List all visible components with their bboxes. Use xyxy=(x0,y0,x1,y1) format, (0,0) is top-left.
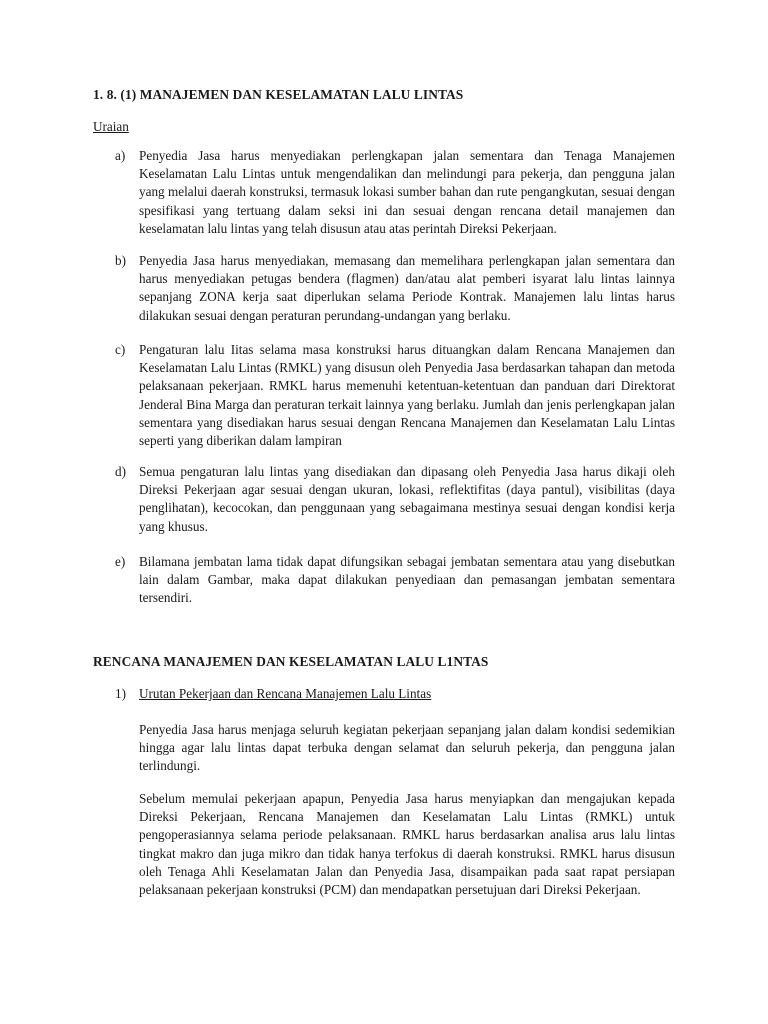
section-title: 1. 8. (1) MANAJEMEN DAN KESELAMATAN LALU LINTAS xyxy=(93,87,464,102)
list-marker: d) xyxy=(115,464,126,479)
sub-item-marker: 1) xyxy=(115,686,126,701)
list-marker: e) xyxy=(115,554,126,569)
list-marker: c) xyxy=(115,342,126,357)
list-marker: a) xyxy=(115,148,126,163)
list-item-text: Penyedia Jasa harus menyediakan, memasang dan memelihara perlengkapan jalan sementara dan harus menyediakan petugas bendera (flagmen) dan/atau alat pemberi isyarat lalu lintas lainnya sepanjang ZONA kerja saat diperlukan selama Periode Kontrak. Manajemen lalu lintas harus dilakukan sesuai dengan peraturan perundang-undangan yang berlaku. xyxy=(139,253,675,323)
list-item-text: Pengaturan lalu Iitas selama masa konstruksi harus dituangkan dalam Rencana Manajemen dan Keselamatan Lalu Lintas (RMKL) yang disusun oleh Penyedia Jasa berdasarkan tahapan dan metoda pelaksanaan pekerjaan. RMKL harus memenuhi ketentuan-ketentuan dan panduan dari Direktorat Jenderal Bina Marga dan peraturan terkait lainnya yang berlaku. Jumlah dan jenis perlengkapan jalan sementara yang disediakan harus sesuai dengan Rencana Manajemen dan Keselamatan Lalu Lintas seperti yang diberikan dalam lampiran xyxy=(139,342,675,449)
paragraph-2: Sebelum memulai pekerjaan apapun, Penyedia Jasa harus menyiapkan dan mengajukan kepada Direksi Pekerjaan, Rencana Manajemen dan Keselamatan Lalu Lintas (RMKL) untuk pengoperasiannya selama periode pelaksanaan. RMKL harus berdasarkan analisa arus lalu lintas tingkat makro dan juga mikro dan tidak hanya terfokus di daerah konstruksi. RMKL harus disusun oleh Tenaga Ahli Keselamatan Jalan dan Penyedia Jasa, disampaikan pada saat rapat persiapan pelaksanaan pekerjaan konstruksi (PCM) dan mendapatkan persetujuan dari Direksi Pekerjaan. xyxy=(139,791,675,898)
list-item-text: Semua pengaturan lalu lintas yang disediakan dan dipasang oleh Penyedia Jasa harus dikaji oleh Direksi Pekerjaan agar sesuai dengan ukuran, lokasi, reflektifitas (daya pantul), visibilitas (daya penglihatan), kecocokan, dan penggunaan yang sebagaimana mestinya sesuai dengan kondisi kerja yang khusus. xyxy=(139,464,675,534)
list-item-text: Penyedia Jasa harus menyediakan perlengkapan jalan sementara dan Tenaga Manajemen Keselamatan Lalu Lintas untuk mengendalikan dan melindungi para pekerja, dan pengguna jalan yang melalui daerah konstruksi, termasuk lokasi sumber bahan dan rute pengangkutan, sesuai dengan spesifikasi yang tertuang dalam seksi ini dan sesuai dengan rencana detail manajemen dan keselamatan lalu lintas yang telah disusun atau atas perintah Direksi Pekerjaan. xyxy=(139,148,675,236)
uraian-label: Uraian xyxy=(93,119,129,134)
list-item-c xyxy=(93,341,675,450)
paragraph-1: Penyedia Jasa harus menjaga seluruh kegiatan pekerjaan sepanjang jalan dalam kondisi sedemikian hingga agar lalu lintas dapat terbuka dengan selamat dan seluruh pekerja, dan pengguna jalan terlindungi. xyxy=(139,722,675,774)
list-marker: b) xyxy=(115,253,126,268)
sub-item-1 xyxy=(93,685,675,703)
sub-item-title: Urutan Pekerjaan dan Rencana Manajemen Lalu Lintas xyxy=(139,686,432,701)
list-item-b xyxy=(93,252,675,325)
section2-title: RENCANA MANAJEMEN DAN KESELAMATAN LALU L1NTAS xyxy=(93,654,489,669)
list-item-text: Bilamana jembatan lama tidak dapat difungsikan sebagai jembatan sementara atau yang disebutkan lain dalam Gambar, maka dapat dilakukan penyediaan dan pemasangan jembatan sementara tersendiri. xyxy=(139,554,675,606)
list-item-e xyxy=(93,553,675,608)
list-item-d xyxy=(93,463,675,536)
list-item-a xyxy=(93,147,675,238)
